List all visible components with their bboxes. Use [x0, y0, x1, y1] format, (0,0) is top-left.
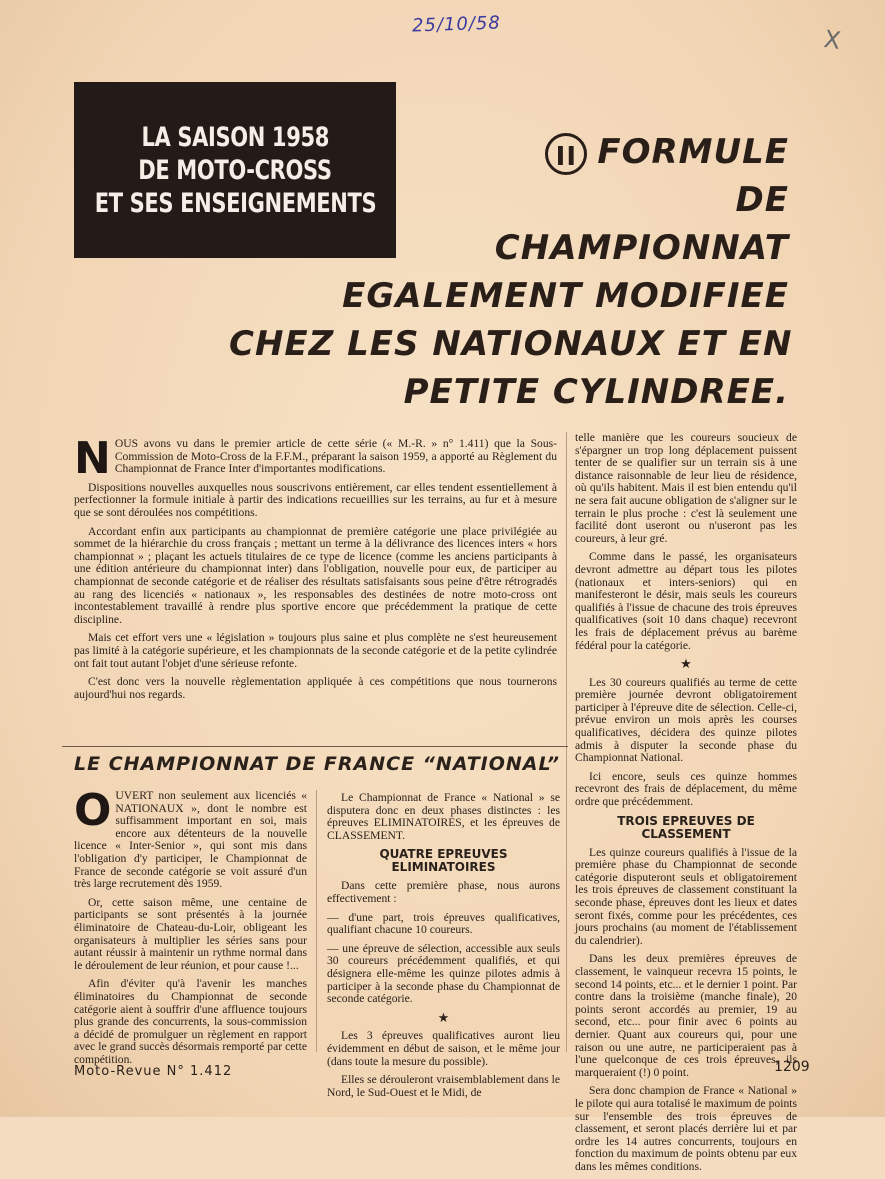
right-paragraph-1: telle manière que les coureurs soucieux de s'épargner un trop long déplacement puissent tenter de se qualifier sur un terrain sis à une distance raisonnable de leur lieu de résidence, où qu'ils habitent. Mais il est bien entendu qu'il ne sera fait aucune obligation de s'aligner sur le terrain le plus proche : c'est là seulement une facilité dont useront ou n'useront pas les coureurs, à leur gré.	[575, 431, 797, 545]
col-b-paragraph-2: Dans cette première phase, nous aurons effectivement :	[327, 879, 560, 905]
series-title-line-2: DE MOTO-CROSS	[138, 154, 332, 186]
series-title-line-1: LA SAISON 1958	[141, 121, 329, 153]
column-divider-right	[566, 432, 567, 1052]
part-number-badge: II	[545, 133, 587, 175]
subhead-eliminatoires: QUATRE EPREUVES ELIMINATOIRES	[379, 847, 508, 875]
col-a-paragraph-1: OUVERT non seulement aux licenciés « NATIONAUX », dont le nombre est suffisamment important en soi, mais encore aux détenteurs de la nouvelle licence « Inter-Senior », qui sont mis dans l'obligation d'y participer, le Championnat de France de seconde catégorie se voit assuré d'un très large recrutement dès 1959.	[74, 785, 307, 891]
col-b-paragraph-5: Les 3 épreuves qualificatives auront lieu évidemment en début de saison, et le même jour (dans toute la mesure du possible).	[327, 1029, 560, 1068]
right-paragraph-7: Sera donc champion de France « National » le pilote qui aura totalisé le maximum de points sur l'ensemble des trois épreuves de classement, et seront placés derrière lui et par ordre les 14 autres concurrents, toujours en fonction du maximum de points obtenu par eux dans les mêmes conditions.	[575, 1084, 797, 1173]
footer-magazine-issue: Moto-Revue N° 1.412	[74, 1064, 233, 1079]
star-separator: ★	[680, 656, 692, 672]
col-a-paragraph-3: Afin d'éviter qu'à l'avenir les manches éliminatoires du Championnat de seconde catégorie aient à souffrir d'une affluence toujours plus grande des concurrents, la sous-commission a décidé de promulguer un règlement en rapport avec le grand succès désormais remporté par cette compétition.	[74, 977, 307, 1066]
intro-paragraph-3: Accordant enfin aux participants au championnat de première catégorie une place privilégiée au sommet de la hiérarchie du cross français ; mettant un terme à la délivrance des licences inters « hors championnat » ; plaçant les actuels titulaires de ce type de licence (comme les anciens participants à une édition antérieure du championnat inter) dans l'obligation, nouvelle pour eux, de participer au championnat de seconde catégorie et de réaliser des résultats satisfaisants sous peine d'être rétrogradés au rang des licenciés « nationaux », les responsables des destinées de notre moto-cross ont incontestablement travaillé à rendre plus sportive encore que précédemment la pratique de cette discipline.	[74, 524, 557, 626]
right-column-text	[575, 432, 797, 1179]
right-paragraph-6: Dans les deux premières épreuves de classement, le vainqueur recevra 15 points, le second 14 points, etc... et le dernier 1 point. Par contre dans la troisième (manche finale), 20 points seront accordés au premier, 19 au second, etc... pour finir avec 6 points au dernier. Quant aux coureurs qui, pour une raison ou une autre, ne participeraient pas à l'une quelconque de ces trois épreuves, ils marqueraient (!) 0 point.	[575, 952, 797, 1079]
headline-line-6: PETITE CYLINDREE.	[403, 372, 789, 412]
intro-paragraph-1: NOUS avons vu dans le premier article de cette série (« M.-R. » n° 1.411) que la Sous-Commission de Moto-Cross de la F.F.M., préparant la saison 1959, a apporté au Règlement du Championnat de France Inter d'importantes modifications.	[74, 433, 557, 484]
intro-paragraph-5: C'est donc vers la nouvelle règlementation appliquée à ces compétitions que nous tournerons aujourd'hui nos regards.	[74, 675, 557, 701]
series-title-line-3: ET SES ENSEIGNEMENTS	[94, 187, 376, 219]
subhead-classement: TROIS EPREUVES DE CLASSEMENT	[617, 813, 755, 841]
intro-paragraph-4: Mais cet effort vers une « législation » toujours plus saine et plus complète ne s'est heureusement pas limité à la catégorie supérieure, et les championnats de la seconde catégorie et de la petite cylindrée ont fait tout autant l'objet d'une sérieuse refonte.	[74, 631, 557, 670]
section-rule	[62, 746, 568, 747]
col-b-paragraph-6: Elles se dérouleront vraisemblablement dans le Nord, le Sud-Ouest et le Midi, de	[327, 1073, 560, 1099]
corner-cross-mark: X	[822, 24, 843, 56]
intro-paragraph-2: Dispositions nouvelles auxquelles nous souscrivons entièrement, car elles tendent essentiellement à perfectionner la formule initiale à partir des indications recueillies sur les terrains, au fur et à mesure que se sont déroulées nos compétitions.	[74, 480, 557, 519]
col-b-list-item-2: — une épreuve de sélection, accessible aux seuls 30 coureurs précédemment qualifiés, et qui désignera elle-même les quinze pilotes admis à participer à la seconde phase du Championnat de seconde catégorie.	[327, 941, 560, 1006]
section-title: LE CHAMPIONNAT DE FRANCE “NATIONAL”	[74, 753, 560, 775]
right-paragraph-2: Comme dans le passé, les organisateurs devront admettre au départ tous les pilotes (nationaux et inters-seniors) qui en manifesteront le désir, mais seuls les coureurs qualifiés à l'issue de chacune des trois épreuves qualificatives (soit 10 dans chaque) recevront les frais de déplacement prévus au barème fédéral pour la catégorie.	[575, 550, 797, 652]
star-separator-b: ★	[437, 1009, 450, 1025]
column-divider-middle	[316, 790, 317, 1052]
intro-text	[74, 433, 557, 707]
handwritten-date: 25/10/58	[411, 12, 502, 37]
col-b-list-item-1: — d'une part, trois épreuves qualificatives, qualifiant chacune 10 coureurs.	[327, 910, 560, 937]
article-headline	[229, 128, 793, 416]
section-column-a	[74, 785, 307, 1072]
right-paragraph-3: Les 30 coureurs qualifiés au terme de cette première journée devront obligatoirement participer à l'épreuve dite de sélection. Celle-ci, prévue environ un mois après les courses qualificatives, décidera des quinze pilotes admis à disputer la seconde phase du Championnat National.	[575, 675, 797, 765]
col-b-paragraph-1: Le Championnat de France « National » se disputera donc en deux phases distinctes : les épreuves ELIMINATOIRES, et les épreuves de CLASSEMENT.	[327, 791, 560, 842]
headline-line-3: CHAMPIONNAT	[494, 228, 789, 268]
footer-page-number: 1209	[774, 1059, 810, 1075]
right-paragraph-4: Ici encore, seuls ces quinze hommes recevront des frais de déplacement, du même ordre que précédemment.	[575, 769, 797, 809]
col-a-paragraph-2: Or, cette saison même, une centaine de participants se sont présentés à la journée éliminatoire de Chateau-du-Loir, obligeant les organisateurs à multiplier les séries sans pour autant réussir à maintenir un rythme normal dans le déroulement de leur réunion, et pour cause !...	[74, 895, 307, 972]
right-paragraph-5: Les quinze coureurs qualifiés à l'issue de la première phase du Championnat de seconde catégorie disputeront seuls et obligatoirement les trois épreuves de classement constituant la seconde phase, épreuves dont les lieux et dates seront fixés, comme pour les précédentes, ces jours prochains (au moment de l'établissement du calendrier).	[575, 845, 797, 947]
headline-line-2: DE	[735, 180, 789, 220]
headline-line-4: EGALEMENT MODIFIEE	[342, 276, 789, 316]
headline-line-1: II FORMULE	[229, 128, 789, 176]
headline-line-5: CHEZ LES NATIONAUX ET EN	[229, 324, 793, 364]
section-column-b	[327, 792, 560, 1105]
section-dropcap: O	[74, 785, 112, 836]
intro-dropcap: N	[74, 433, 111, 484]
